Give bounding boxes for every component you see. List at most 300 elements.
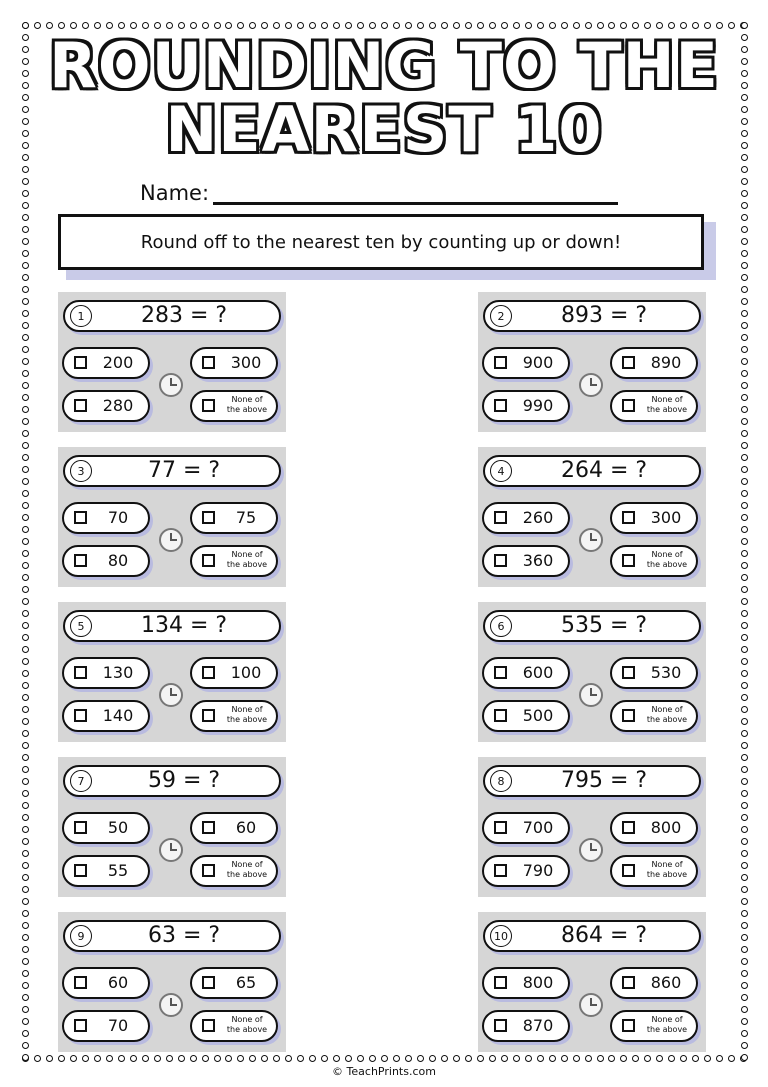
clock-icon xyxy=(159,838,183,862)
border-dot xyxy=(489,22,496,29)
border-dot xyxy=(22,970,29,977)
border-dot xyxy=(393,1055,400,1062)
border-dot xyxy=(22,478,29,485)
border-dot xyxy=(741,838,748,845)
border-dot xyxy=(741,526,748,533)
border-dot xyxy=(608,22,615,29)
border-dot xyxy=(741,430,748,437)
border-dot xyxy=(22,910,29,917)
border-dot xyxy=(106,1055,113,1062)
border-dot xyxy=(22,226,29,233)
answer-option[interactable] xyxy=(610,347,698,379)
checkbox[interactable] xyxy=(494,511,507,524)
option-label: 70 xyxy=(107,508,129,527)
border-bottom xyxy=(22,1055,748,1063)
border-dot xyxy=(620,22,627,29)
border-dot xyxy=(632,1055,639,1062)
answer-option[interactable] xyxy=(62,967,150,999)
border-dot xyxy=(741,790,748,797)
none-line2: the above xyxy=(646,560,688,569)
border-dot xyxy=(22,394,29,401)
name-write-line[interactable] xyxy=(213,180,618,205)
answer-option[interactable] xyxy=(62,347,150,379)
border-dot xyxy=(321,1055,328,1062)
border-dot xyxy=(70,1055,77,1062)
border-dot xyxy=(214,22,221,29)
answer-option-none[interactable] xyxy=(190,855,278,887)
none-line2: the above xyxy=(226,870,268,879)
option-label: 300 xyxy=(650,508,682,527)
answer-option-none[interactable] xyxy=(610,1010,698,1042)
border-dot xyxy=(237,22,244,29)
border-dot xyxy=(585,22,592,29)
border-dot xyxy=(22,214,29,221)
border-dot xyxy=(704,22,711,29)
answer-option[interactable] xyxy=(482,700,570,732)
border-dot xyxy=(273,22,280,29)
border-dot xyxy=(741,778,748,785)
border-dot xyxy=(22,538,29,545)
border-dot xyxy=(22,22,29,29)
border-dot xyxy=(22,502,29,509)
answer-option[interactable] xyxy=(62,390,150,422)
border-dot xyxy=(525,22,532,29)
checkbox[interactable] xyxy=(74,821,87,834)
border-dot xyxy=(741,250,748,257)
border-dot xyxy=(22,454,29,461)
none-line1: None of xyxy=(231,550,263,559)
border-dot xyxy=(22,838,29,845)
checkbox[interactable] xyxy=(74,709,87,722)
answer-option[interactable] xyxy=(62,657,150,689)
answer-option[interactable] xyxy=(190,347,278,379)
border-dot xyxy=(741,190,748,197)
border-dot xyxy=(429,22,436,29)
border-dot xyxy=(704,1055,711,1062)
question-number: 6 xyxy=(490,615,512,637)
border-dot xyxy=(297,1055,304,1062)
border-dot xyxy=(22,1054,29,1061)
border-dot xyxy=(741,502,748,509)
border-dot xyxy=(741,670,748,677)
answer-option-none[interactable] xyxy=(610,390,698,422)
border-dot xyxy=(741,1042,748,1049)
question-pill xyxy=(483,455,701,487)
checkbox[interactable] xyxy=(202,554,215,567)
checkbox[interactable] xyxy=(74,554,87,567)
border-dot xyxy=(154,22,161,29)
border-dot xyxy=(741,958,748,965)
question-pill xyxy=(483,300,701,332)
border-dot xyxy=(237,1055,244,1062)
checkbox[interactable] xyxy=(202,864,215,877)
border-dot xyxy=(741,406,748,413)
none-line2: the above xyxy=(646,870,688,879)
border-dot xyxy=(118,22,125,29)
checkbox[interactable] xyxy=(622,709,635,722)
border-dot xyxy=(22,622,29,629)
question-number: 4 xyxy=(490,460,512,482)
border-dot xyxy=(22,562,29,569)
border-dot xyxy=(741,202,748,209)
border-dot xyxy=(142,22,149,29)
checkbox[interactable] xyxy=(202,976,215,989)
border-dot xyxy=(22,322,29,329)
option-label: 900 xyxy=(522,353,554,372)
border-dot xyxy=(381,1055,388,1062)
border-dot xyxy=(741,574,748,581)
border-dot xyxy=(429,1055,436,1062)
border-dot xyxy=(190,1055,197,1062)
border-dot xyxy=(22,550,29,557)
border-dot xyxy=(22,418,29,425)
border-dot xyxy=(741,802,748,809)
border-dot xyxy=(656,1055,663,1062)
checkbox[interactable] xyxy=(622,864,635,877)
border-dot xyxy=(321,22,328,29)
checkbox[interactable] xyxy=(74,666,87,679)
border-dot xyxy=(22,886,29,893)
border-dot xyxy=(22,850,29,857)
border-dot xyxy=(22,718,29,725)
border-dot xyxy=(741,538,748,545)
none-line1: None of xyxy=(651,705,683,714)
border-dot xyxy=(597,1055,604,1062)
checkbox[interactable] xyxy=(202,511,215,524)
answer-option[interactable] xyxy=(62,502,150,534)
border-dot xyxy=(741,922,748,929)
border-dot xyxy=(22,358,29,365)
none-of-above-label xyxy=(220,705,274,725)
border-dot xyxy=(393,22,400,29)
answer-option-none[interactable] xyxy=(610,855,698,887)
question-card xyxy=(58,602,286,742)
border-dot xyxy=(22,922,29,929)
answer-option[interactable] xyxy=(482,657,570,689)
border-dot xyxy=(741,166,748,173)
border-dot xyxy=(741,1018,748,1025)
border-dot xyxy=(741,706,748,713)
answer-option[interactable] xyxy=(482,502,570,534)
border-dot xyxy=(573,1055,580,1062)
answer-option-none[interactable] xyxy=(190,545,278,577)
border-dot xyxy=(477,1055,484,1062)
checkbox[interactable] xyxy=(622,666,635,679)
border-dot xyxy=(22,310,29,317)
option-label: 790 xyxy=(522,861,554,880)
border-dot xyxy=(741,298,748,305)
none-line1: None of xyxy=(651,550,683,559)
border-dot xyxy=(46,22,53,29)
border-dot xyxy=(22,1042,29,1049)
none-line1: None of xyxy=(231,705,263,714)
border-dot xyxy=(668,22,675,29)
checkbox[interactable] xyxy=(202,821,215,834)
border-dot xyxy=(465,22,472,29)
question-number: 8 xyxy=(490,770,512,792)
border-dot xyxy=(741,946,748,953)
answer-option[interactable] xyxy=(610,967,698,999)
option-label: 65 xyxy=(235,973,257,992)
checkbox[interactable] xyxy=(494,356,507,369)
option-label: 75 xyxy=(235,508,257,527)
checkbox[interactable] xyxy=(74,976,87,989)
none-line1: None of xyxy=(651,860,683,869)
checkbox[interactable] xyxy=(494,666,507,679)
answer-option-none[interactable] xyxy=(190,390,278,422)
answer-option[interactable] xyxy=(482,545,570,577)
border-dot xyxy=(692,22,699,29)
border-dot xyxy=(22,1030,29,1037)
checkbox[interactable] xyxy=(202,709,215,722)
question-pill xyxy=(483,610,701,642)
border-dot xyxy=(166,1055,173,1062)
question-text: 59 = ? xyxy=(147,768,221,793)
border-dot xyxy=(501,1055,508,1062)
border-dot xyxy=(741,442,748,449)
border-dot xyxy=(525,1055,532,1062)
border-dot xyxy=(249,1055,256,1062)
option-label: 890 xyxy=(650,353,682,372)
checkbox[interactable] xyxy=(202,399,215,412)
checkbox[interactable] xyxy=(202,356,215,369)
question-card xyxy=(58,447,286,587)
border-dot xyxy=(537,1055,544,1062)
checkbox[interactable] xyxy=(622,356,635,369)
border-dot xyxy=(22,826,29,833)
border-dot xyxy=(178,1055,185,1062)
border-dot xyxy=(632,22,639,29)
border-dot xyxy=(22,514,29,521)
border-dot xyxy=(741,418,748,425)
checkbox[interactable] xyxy=(202,1019,215,1032)
question-text: 134 = ? xyxy=(140,613,228,638)
border-dot xyxy=(741,274,748,281)
clock-icon xyxy=(579,838,603,862)
none-of-above-label xyxy=(220,550,274,570)
answer-option[interactable] xyxy=(482,967,570,999)
checkbox[interactable] xyxy=(74,511,87,524)
border-dot xyxy=(728,1055,735,1062)
worksheet-title-line2: NEAREST 10 xyxy=(165,93,603,166)
option-label: 280 xyxy=(102,396,134,415)
question-pill xyxy=(483,920,701,952)
answer-option[interactable] xyxy=(610,502,698,534)
border-dot xyxy=(369,22,376,29)
border-dot xyxy=(668,1055,675,1062)
answer-option[interactable] xyxy=(190,502,278,534)
border-dot xyxy=(741,322,748,329)
border-dot xyxy=(94,22,101,29)
border-dot xyxy=(22,742,29,749)
border-dot xyxy=(297,22,304,29)
checkbox[interactable] xyxy=(74,864,87,877)
answer-option[interactable] xyxy=(62,545,150,577)
border-dot xyxy=(741,970,748,977)
checkbox[interactable] xyxy=(494,1019,507,1032)
answer-option[interactable] xyxy=(62,1010,150,1042)
none-of-above-label xyxy=(220,1015,274,1035)
question-text: 264 = ? xyxy=(560,458,648,483)
border-dot xyxy=(22,1006,29,1013)
border-dot xyxy=(22,682,29,689)
border-dot xyxy=(741,814,748,821)
checkbox[interactable] xyxy=(622,511,635,524)
checkbox[interactable] xyxy=(622,976,635,989)
border-dot xyxy=(225,1055,232,1062)
border-dot xyxy=(417,1055,424,1062)
border-dot xyxy=(728,22,735,29)
checkbox[interactable] xyxy=(74,356,87,369)
answer-option[interactable] xyxy=(62,855,150,887)
none-line2: the above xyxy=(226,560,268,569)
answer-option[interactable] xyxy=(482,347,570,379)
border-dot xyxy=(82,1055,89,1062)
question-text: 795 = ? xyxy=(560,768,648,793)
checkbox[interactable] xyxy=(622,554,635,567)
border-dot xyxy=(22,466,29,473)
question-card xyxy=(478,602,706,742)
checkbox[interactable] xyxy=(494,399,507,412)
border-dot xyxy=(741,394,748,401)
border-dot xyxy=(58,1055,65,1062)
border-dot xyxy=(620,1055,627,1062)
clock-icon xyxy=(159,373,183,397)
option-label: 990 xyxy=(522,396,554,415)
border-dot xyxy=(741,262,748,269)
border-dot xyxy=(22,730,29,737)
border-dot xyxy=(22,202,29,209)
checkbox[interactable] xyxy=(202,666,215,679)
border-dot xyxy=(225,22,232,29)
border-dot xyxy=(405,22,412,29)
answer-option[interactable] xyxy=(482,390,570,422)
option-label: 50 xyxy=(107,818,129,837)
clock-icon xyxy=(159,528,183,552)
border-dot xyxy=(741,610,748,617)
checkbox[interactable] xyxy=(494,821,507,834)
answer-option[interactable] xyxy=(190,657,278,689)
border-dot xyxy=(22,646,29,653)
border-dot xyxy=(405,1055,412,1062)
answer-option[interactable] xyxy=(482,855,570,887)
checkbox[interactable] xyxy=(494,864,507,877)
border-dot xyxy=(333,22,340,29)
answer-option[interactable] xyxy=(610,657,698,689)
answer-option-none[interactable] xyxy=(190,700,278,732)
answer-option[interactable] xyxy=(482,1010,570,1042)
border-dot xyxy=(561,22,568,29)
answer-option-none[interactable] xyxy=(610,545,698,577)
border-dot xyxy=(477,22,484,29)
border-dot xyxy=(608,1055,615,1062)
question-pill xyxy=(63,300,281,332)
border-dot xyxy=(22,238,29,245)
border-dot xyxy=(22,598,29,605)
checkbox[interactable] xyxy=(494,976,507,989)
checkbox[interactable] xyxy=(74,399,87,412)
none-of-above-label xyxy=(640,860,694,880)
answer-option-none[interactable] xyxy=(190,1010,278,1042)
none-of-above-label xyxy=(640,550,694,570)
question-pill xyxy=(483,765,701,797)
option-label: 800 xyxy=(650,818,682,837)
border-dot xyxy=(22,958,29,965)
answer-option[interactable] xyxy=(62,812,150,844)
border-dot xyxy=(741,310,748,317)
checkbox[interactable] xyxy=(622,399,635,412)
question-card xyxy=(478,292,706,432)
answer-option[interactable] xyxy=(482,812,570,844)
border-dot xyxy=(22,430,29,437)
border-dot xyxy=(357,22,364,29)
border-dot xyxy=(22,334,29,341)
border-dot xyxy=(249,22,256,29)
border-dot xyxy=(597,22,604,29)
question-text: 893 = ? xyxy=(560,303,648,328)
none-line2: the above xyxy=(226,715,268,724)
border-dot xyxy=(644,22,651,29)
checkbox[interactable] xyxy=(494,554,507,567)
border-dot xyxy=(154,1055,161,1062)
border-dot xyxy=(46,1055,53,1062)
border-dot xyxy=(741,454,748,461)
option-label: 130 xyxy=(102,663,134,682)
border-dot xyxy=(537,22,544,29)
checkbox[interactable] xyxy=(622,821,635,834)
border-dot xyxy=(22,190,29,197)
border-dot xyxy=(741,382,748,389)
border-dot xyxy=(190,22,197,29)
answer-option[interactable] xyxy=(62,700,150,732)
border-dot xyxy=(381,22,388,29)
border-dot xyxy=(441,1055,448,1062)
border-dot xyxy=(22,586,29,593)
option-label: 55 xyxy=(107,861,129,880)
question-pill xyxy=(63,920,281,952)
answer-option-none[interactable] xyxy=(610,700,698,732)
option-label: 200 xyxy=(102,353,134,372)
none-line2: the above xyxy=(226,405,268,414)
checkbox[interactable] xyxy=(74,1019,87,1032)
question-card xyxy=(58,757,286,897)
border-dot xyxy=(741,910,748,917)
answer-option[interactable] xyxy=(190,967,278,999)
border-dot xyxy=(22,490,29,497)
border-dot xyxy=(202,22,209,29)
border-dot xyxy=(741,994,748,1001)
border-dot xyxy=(357,1055,364,1062)
answer-option[interactable] xyxy=(610,812,698,844)
border-dot xyxy=(741,982,748,989)
border-dot xyxy=(741,478,748,485)
border-dot xyxy=(741,586,748,593)
checkbox[interactable] xyxy=(622,1019,635,1032)
border-dot xyxy=(58,22,65,29)
border-dot xyxy=(417,22,424,29)
checkbox[interactable] xyxy=(494,709,507,722)
question-card xyxy=(58,292,286,432)
border-dot xyxy=(716,1055,723,1062)
border-dot xyxy=(692,1055,699,1062)
border-dot xyxy=(549,22,556,29)
border-dot xyxy=(22,814,29,821)
border-dot xyxy=(549,1055,556,1062)
answer-option[interactable] xyxy=(190,812,278,844)
none-line2: the above xyxy=(646,715,688,724)
question-number: 5 xyxy=(70,615,92,637)
none-of-above-label xyxy=(220,395,274,415)
